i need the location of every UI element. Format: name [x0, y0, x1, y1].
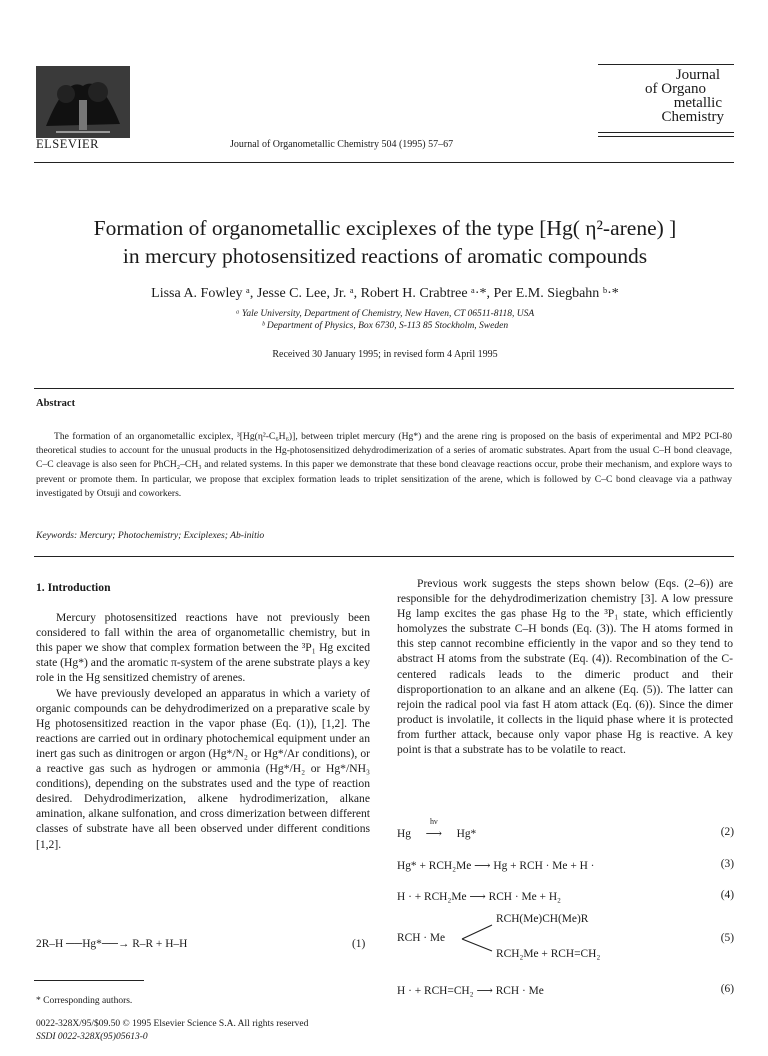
body-paragraph: We have previously developed an apparatus in which a variety of organic compounds can be dehydrodimerized on a preparative scale by Hg photosensitized reaction in the vapor phase (Eq. (1)), [1,2]. The reactions are carried out in ordinary photochemical equipment under an inert gas such as dinitrogen or argon (Hg*/N₂ or Hg*/Ar conditions), or a reactive gas such as hydrogen or ammonia (Hg*/H₂ or Hg*/NH₃ conditions), depending on the substrates used and the type of reaction desired. Dehydrodimerization, alkene hydrodimerization, alkane amination, alkane sulfonation, and cross dimerization between different classes of substrate have all been observed under different conditions [1,2].: [36, 686, 370, 851]
equation-number: (5): [720, 932, 734, 944]
copyright-line: 0022-328X/95/$09.50 © 1995 Elsevier Science S.A. All rights reserved: [36, 1019, 309, 1029]
eq-right: Hg + RCH · Me + H ·: [493, 860, 595, 872]
equation-5-lower: RCH₂Me + RCH=CH₂: [496, 948, 601, 960]
ssdi-line: SSDI 0022-328X(95)05613-0: [36, 1032, 148, 1042]
received-dates: Received 30 January 1995; in revised form 4 April 1995: [272, 349, 498, 360]
keywords: Keywords: Mercury; Photochemistry; Exciplexes; Ab-initio: [36, 530, 265, 541]
eq-right: RCH · Me: [495, 985, 544, 997]
section-heading: 1. Introduction: [36, 581, 111, 594]
title-line: Formation of organometallic exciplexes of the type [Hg( η²-arene) ]: [93, 216, 677, 240]
publisher-name: ELSEVIER: [36, 137, 100, 151]
equation-3: [397, 858, 594, 872]
affiliation: ᵃ Yale University, Department of Chemistry, New Haven, CT 06511-8118, USA: [235, 309, 535, 319]
journal-citation: Journal of Organometallic Chemistry 504 (1995) 57–67: [230, 139, 454, 150]
eq-left: H · + RCH₂Me: [397, 891, 467, 903]
eq-right: Hg*: [456, 828, 477, 840]
equation-5-upper: RCH(Me)CH(Me)R: [496, 913, 589, 925]
eq-left: H · + RCH=CH₂: [397, 985, 474, 997]
equation-2: [397, 817, 477, 840]
reaction-arrow: hν ⟶: [414, 826, 454, 840]
copyright: [36, 1018, 308, 1044]
eq-left: Hg: [397, 828, 411, 840]
equation-number: (4): [720, 889, 734, 901]
reaction-arrow: ⟶: [469, 891, 489, 903]
equation-1: 2R–H ──Hg*──→ R–R + H–H: [36, 938, 188, 950]
eq-left: Hg* + RCH₂Me: [397, 860, 472, 872]
equation-6: [397, 983, 544, 997]
arrow-label: hν: [429, 817, 438, 826]
journal-logo: [598, 60, 734, 150]
journal-logo-word: Chemistry: [661, 109, 724, 125]
body-paragraph: Previous work suggests the steps shown below (Eqs. (2–6)) are responsible for the dehydrodimerization chemistry [3]. A low pressure Hg lamp excites the gas phase Hg to the ³P₁ state, which efficiently homolyzes the substrate C–H bonds (Eq. (3)). The H atoms formed in this step cannot recombine efficiently in the vapor and so they tend to abstract H atoms from the substrate (Eq. (4)). Recombination of the C-centered radicals leads to the dimeric product and their disproportionation to an alkane and an alkene (Eq. (5)). The latter can rejoin the radical pool via fast H atom attack (Eq. (6)). Since the dimer product is involatile, it collects in the liquid phase where it is protected from further attack, because only vapor phase Hg is reactive. A key point is that a substrate has to be volatile to react.: [397, 577, 733, 757]
footnote-rule: [34, 980, 144, 981]
equation-number: (6): [720, 983, 734, 995]
abstract-text: The formation of an organometallic exciplex, ³[Hg(η²-C₆H₆)], between triplet mercury (Hg*) and the arene ring is proposed on the basis of experimental and MP2 PCI-80 theoretical studies to account for the unusual products in the Hg-photosensitized dehydrodimerization of a series of aromatic substrates. Apart from the usual C–H bond cleavage, C–C cleavage is also seen for PhCH₂–CH₃ and related systems. In this paper we demonstrate that these bond cleavage reactions occur, probe their mechanism, and explore ways to prevent or promote them. In particular, we propose that exciplex formation leads to triplet sensitization of the arene, which is followed by C–C bond cleavage via a pathway investigated by Otsuji and coworkers.: [36, 431, 732, 499]
equation-5-left: RCH · Me: [397, 932, 446, 944]
title-line: in mercury photosensitized reactions of aromatic compounds: [122, 244, 648, 268]
equation-number: (1): [352, 938, 366, 950]
affiliations: [40, 308, 730, 332]
paper-title: [40, 214, 730, 270]
author-list: Lissa A. Fowley ᵃ, Jesse C. Lee, Jr. ᵃ, Robert H. Crabtree ᵃ·*, Per E.M. Siegbahn ᵇ·*: [151, 286, 619, 301]
section-rule: [34, 556, 734, 557]
reaction-arrow: ⟶: [474, 860, 494, 872]
eq-right: RCH · Me + H₂: [488, 891, 562, 903]
affiliation: ᵇ Department of Physics, Box 6730, S-113 85 Stockholm, Sweden: [261, 321, 509, 331]
body-paragraph: Mercury photosensitized reactions have not previously been considered to fall within the area of organometallic chemistry, but in this paper we show that complex formation between the ³P₁ Hg excited state (Hg*) and the aromatic π-system of the arene substrate plays a key role in the Hg sensitized chemistry of arenes.: [36, 611, 370, 685]
abstract-heading: Abstract: [36, 398, 76, 409]
right-column: [397, 576, 733, 757]
abstract-rule: [34, 388, 734, 389]
footnote: * Corresponding authors.: [36, 996, 133, 1006]
equation-number: (3): [720, 858, 734, 870]
journal-logo-word: of Organo: [645, 81, 706, 97]
header-rule: [34, 162, 734, 163]
left-column: [36, 580, 370, 852]
equation-number: (2): [720, 826, 734, 838]
branch-arrow: [460, 921, 496, 955]
journal-logo-word: Journal: [675, 67, 720, 83]
journal-logo-word: metallic: [673, 95, 722, 111]
reaction-arrow: ⟶: [476, 985, 496, 997]
equation-4: [397, 889, 561, 903]
elsevier-tree-logo: [36, 66, 130, 138]
